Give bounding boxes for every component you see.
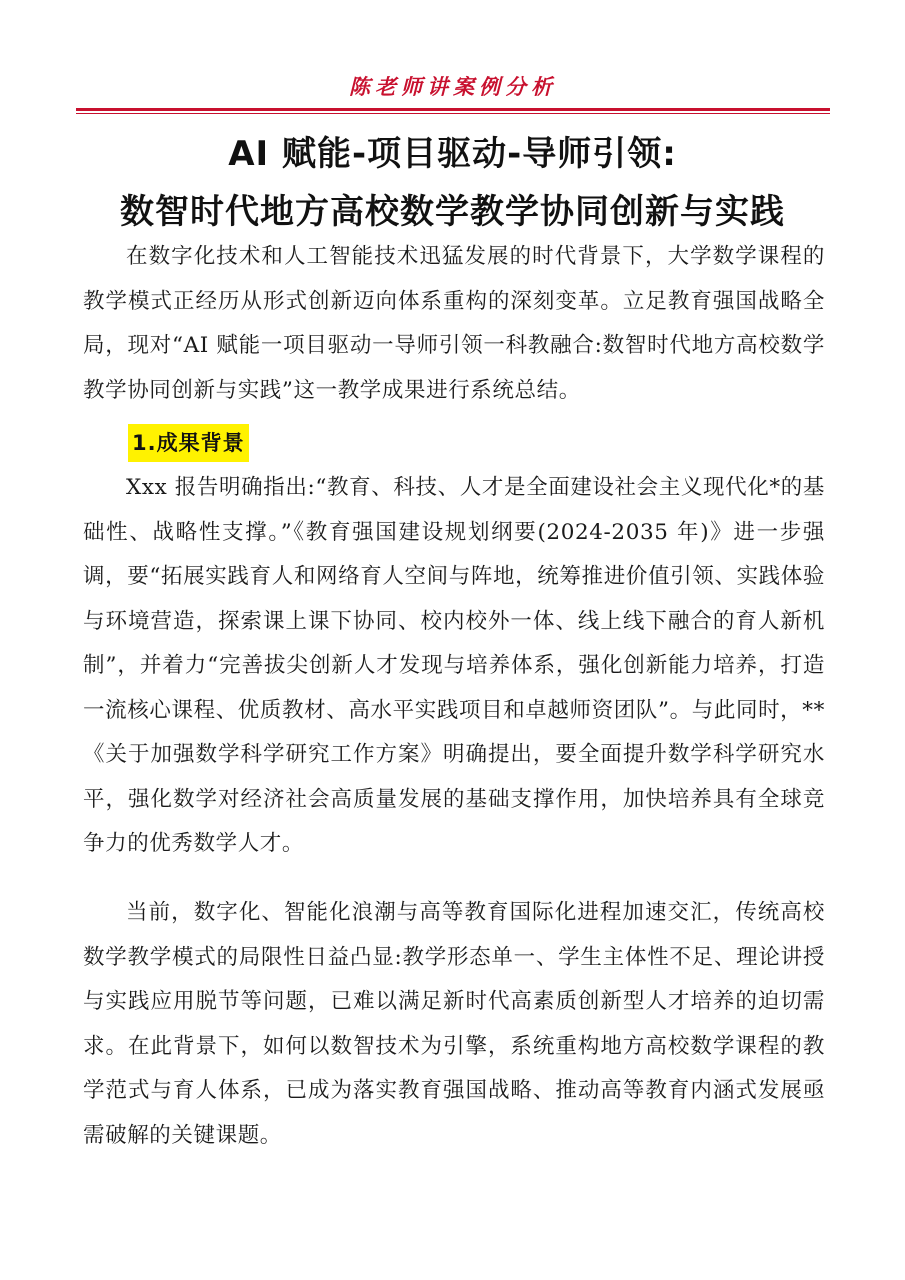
header-text: 陈老师讲案例分析 (349, 74, 557, 99)
intro-paragraph: 在数字化技术和人工智能技术迅猛发展的时代背景下，大学数学课程的教学模式正经历从形式创新迈向体系重构的深刻变革。立足教育强国战略全局，现对“AI 赋能一项目驱动一导师引领一科教融合:数智时代地方高校数学教学协同创新与实践”这一教学成果进行系统总结。 (83, 244, 825, 403)
background-paragraph-1: Xxx 报告明确指出:“教育、科技、人才是全面建设社会主义现代化*的基础性、战略性支撑。”《教育强国建设规划纲要(2024-2035 年)》进一步强调，要“拓展实践育人和网络育人空间与阵地，统筹推进价值引领、实践体验与环境营造，探索课上课下协同、校内校外一体、线上线下融合的育人新机制”，并着力“完善拔尖创新人才发现与培养体系，强化创新能力培养，打造一流核心课程、优质教材、高水平实践项目和卓越师资团队”。与此同时，**《关于加强数学科学研究工作方案》明确提出，要全面提升数学科学研究水平，强化数学对经济社会高质量发展的基础支撑作用，加快培养具有全球竞争力的优秀数学人才。 (83, 475, 825, 856)
background-paragraph-2: 当前，数字化、智能化浪潮与高等教育国际化进程加速交汇，传统高校数学教学模式的局限性日益凸显:教学形态单一、学生主体性不足、理论讲授与实践应用脱节等问题，已难以满足新时代高素质创新型人才培养的迫切需求。在此背景下，如何以数智技术为引擎，系统重构地方高校数学课程的教学范式与育人体系，已成为落实教育强国战略、推动高等教育内涵式发展亟需破解的关键课题。 (83, 900, 825, 1148)
header-divider (76, 108, 830, 111)
document-title-line-1: AI 赋能-项目驱动-导师引领: (228, 134, 677, 174)
page-header (76, 66, 830, 106)
document-title-line-2: 数智时代地方高校数学教学协同创新与实践 (120, 192, 785, 232)
header-divider-thin (76, 113, 830, 114)
section-heading-background: 1.成果背景 (128, 424, 249, 462)
